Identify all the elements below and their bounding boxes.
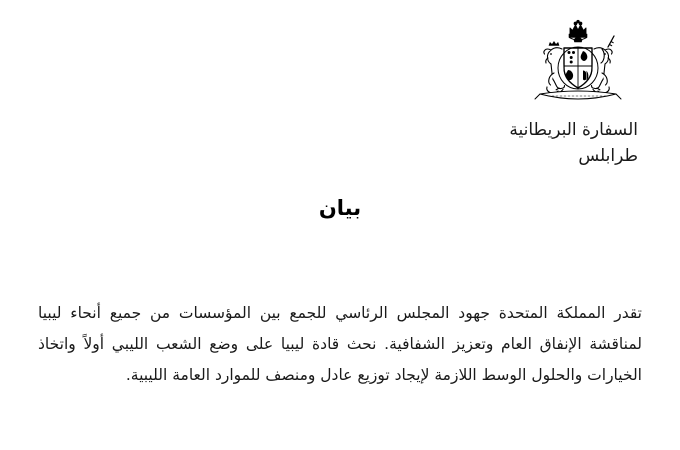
page-title: بيان [318,196,362,220]
organisation-name-line1: السفارة البريطانية [509,120,638,140]
organisation-name [338,118,638,169]
statement-body: تقدر المملكة المتحدة جهود المجلس الرئاسي للجمع بين المؤسسات من جميع أنحاء ليبيا لمناقشة الإنفاق العام وتعزيز الشفافية. نحث قادة ليبيا على وضع الشعب الليبي أولاً واتخاذ الخيارات والحلول الوسط اللازمة لإيجاد توزيع عادل ومنصف للموارد العامة الليبية. [38,304,642,384]
organisation-name-line2: طرابلس [578,145,638,166]
uk-royal-coat-of-arms-icon [518,18,638,114]
